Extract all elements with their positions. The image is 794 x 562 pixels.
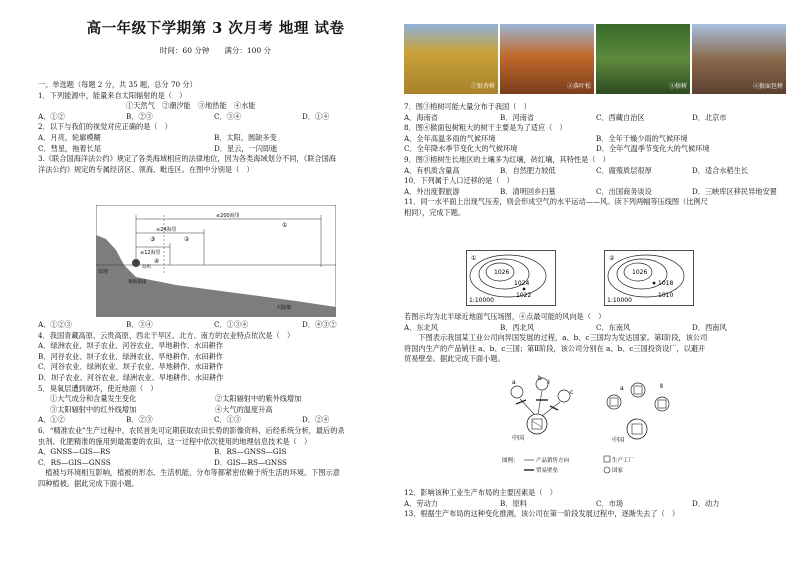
q6-stem-2: 虫剂、化肥精准的施用到最需要的农田，这一过程中依次使用的地理信息技术是（ ） [38, 436, 312, 446]
item: ④大气的温度升高 [215, 404, 273, 414]
industry-diagram [492, 374, 692, 480]
option[interactable]: D．①④ [302, 111, 330, 121]
option[interactable]: C．③④ [214, 111, 242, 121]
option[interactable]: B．RS—GNSS—GIS [214, 447, 287, 457]
q3-stem-2: 洋法公约》规定的专属经济区、领海、毗连区。在图中分别是（ ） [38, 164, 254, 174]
option[interactable]: A．海南省 [404, 112, 438, 122]
photo-caption: ④猴面包树 [752, 83, 783, 91]
intro-7-line2: 四种植被。据此完成下面小题。 [38, 478, 139, 488]
option[interactable]: D．西南风 [692, 322, 727, 332]
option[interactable]: C．彗星，拖着长尾 [38, 143, 102, 153]
option[interactable]: A．东北风 [404, 322, 438, 332]
intro-7-line1: 植被与环境相互影响，植被的形态、生活机能、分布等都紧密依赖于所生活的环境。下图示意 [38, 468, 340, 478]
item: ②太阳辐射中的紫外线增加 [215, 394, 302, 404]
q2-stem: 2．以下与我们的视觉对应正确的是（ ） [38, 122, 172, 132]
q9-stem: 9．图③榕树生长地区的土壤多为红壤，砖红壤，其特性是（ ） [404, 154, 610, 164]
china-label-2: 中国 [612, 437, 625, 444]
option[interactable]: A．①② [38, 415, 65, 425]
q6-stem-1: 6．“精准农业”生产过程中，农民首先可定期获取农田长势的影像资料，后经系统分析，最后的杀 [38, 425, 345, 435]
label-baseline: 领海基线 [128, 280, 146, 285]
q6-options-row1 [38, 447, 393, 458]
legend-barrier: 贸易壁垒 [536, 468, 559, 474]
map-point: ① [471, 255, 477, 262]
item: ①大气成分和含量发生变化 [50, 394, 137, 404]
q2-options-row2 [38, 144, 393, 155]
stage-1: Ⅰ [548, 379, 550, 386]
photo-larch [500, 24, 594, 94]
exam-info: 时间：60 分钟 满分：100 分 [159, 46, 272, 55]
option[interactable]: A．①②③ [38, 320, 72, 329]
q3-stem-1: 3.《联合国海洋法公约》规定了各类海域相应的法律地位，因为各类海域划分不同，《联合国海 [38, 154, 336, 164]
option[interactable]: C．出国商务谈设 [596, 186, 652, 196]
photo-baobab [692, 24, 786, 94]
option[interactable]: D．动力 [692, 498, 720, 508]
q9-options [404, 166, 788, 177]
country-c: c [570, 389, 574, 396]
legend-sales: 产品销售方向 [536, 458, 570, 464]
option[interactable]: D．④③② [302, 320, 337, 329]
q8-stem: 8．图④猴面包树粗大的树干主要是为了适应（ ） [404, 123, 567, 133]
option[interactable]: A．劳动力 [404, 498, 438, 508]
option[interactable]: D．坝子农业、河谷农业、绿洲农业、旱地耕作、水田耕作 [38, 372, 224, 382]
option[interactable]: C．西藏自治区 [596, 112, 645, 122]
item: ③太阳辐射中的红外线增加 [50, 404, 137, 414]
q5-items-row1 [38, 394, 393, 405]
option[interactable]: B．自然肥力较低 [500, 165, 556, 175]
q6-options-row2 [38, 458, 393, 469]
q5-options [38, 415, 393, 426]
zone-1: ① [282, 222, 288, 229]
option[interactable]: B．原料 [500, 498, 527, 508]
option[interactable]: B．②③ [126, 111, 153, 121]
option[interactable]: B．②③ [126, 415, 153, 425]
china-label: 中国 [512, 435, 525, 442]
country-a: a [512, 379, 516, 386]
label-shelf: 大陆架 [276, 305, 292, 311]
q10-stem: 10．下列属于人口迁移的是（ ） [404, 176, 514, 186]
option[interactable]: B．西北风 [500, 322, 535, 332]
label-land: 陆地 [98, 269, 109, 275]
option[interactable]: B．全年干燥少雨的气候环境 [596, 133, 688, 143]
option[interactable]: B．清明回乡扫墓 [500, 186, 556, 196]
isobar-value: 1024 [514, 280, 530, 287]
maritime-zones-diagram [96, 205, 336, 317]
option[interactable]: C．全年降水季节变化大的气候环境 [404, 144, 518, 154]
option[interactable]: C．河谷农业、绿洲农业、坝子农业、旱地耕作、水田耕作 [38, 362, 224, 372]
q7-stem: 7．图③榕树可能大量分布于我国（ ） [404, 102, 531, 111]
isobar-value: 1026 [632, 269, 648, 276]
q5-stem: 5．臭氧层遭到破坏，使近地面（ ） [38, 383, 158, 393]
q1-items: ①天然气 ②潮汐能 ③地热能 ④水能 [126, 101, 256, 111]
option[interactable]: D．三峡库区移民异地安置 [692, 186, 777, 196]
option[interactable]: D．北京市 [692, 112, 727, 122]
q4-stem: 4．我国青藏高原、云贵高原、西北干旱区、北方、南方的农业特点依次是（ ） [38, 330, 295, 340]
option[interactable]: C．RS—GIS—GNSS [38, 457, 111, 467]
q11-stem-1: 11．同一水平面上出现气压差，则会形成空气的水平运动——风。读下列两幅等压线图（比例尺 [404, 197, 708, 207]
q1-stem: 1．下列能源中，能量来自太阳辐射的是（ ） [38, 90, 187, 100]
option[interactable]: C．东南风 [596, 322, 631, 332]
intro-12-line3: 贸易壁垒。据此完成下面小题。 [404, 354, 505, 364]
q1-options [38, 112, 393, 123]
isobar-value: 1010 [658, 292, 674, 299]
option[interactable]: A．有机质含量高 [404, 165, 460, 175]
q5-items-row2 [38, 405, 393, 416]
country-a-2: a [620, 385, 624, 392]
isobar-value: 1022 [516, 292, 532, 299]
option[interactable]: A．外出度假旅游 [404, 186, 460, 196]
option[interactable]: D．全年气温季节变化大的气候环境 [596, 144, 710, 154]
isobar-value: 1018 [658, 280, 674, 287]
legend-country: 国家 [612, 468, 624, 474]
legend-factory: 生产工厂 [612, 458, 635, 464]
option[interactable]: A．①② [38, 111, 65, 121]
q7-options [404, 113, 788, 124]
option[interactable]: A．绿洲农业、坝子农业、河谷农业、旱地耕作、水田耕作 [38, 341, 223, 351]
zone-2: ② [184, 236, 190, 243]
option[interactable]: D．星云，一闪即逝 [214, 143, 278, 153]
intro-12-line1: 下图表示我国某工业公司向异国发展的过程，a、b、c三国均为发达国家。第Ⅰ阶段，该公司 [404, 333, 708, 343]
label-200nm: ≤200海里 [216, 213, 240, 219]
q13-stem: 13．根据生产布局的这种变化推测，该公司在第一阶段发展过程中，逐渐失去了（ ） [404, 509, 680, 519]
option[interactable]: B．太阳，圆缺多变 [214, 132, 277, 142]
option[interactable]: C．①③ [214, 415, 242, 425]
q8-options-row2 [404, 144, 788, 155]
label-12nm: ≤12海里 [140, 250, 161, 256]
option[interactable]: A．GNSS—GIS—RS [38, 447, 111, 457]
option[interactable]: C．腐殖质层很厚 [596, 165, 652, 175]
option[interactable]: B．③④ [126, 320, 153, 329]
photo-ginkgo [404, 24, 498, 94]
legend-prefix: 图例： [502, 458, 519, 464]
option[interactable]: B．河谷农业、坝子农业、绿洲农业、旱地耕作、水田耕作 [38, 351, 223, 361]
label-24nm: ≤24海里 [156, 227, 177, 233]
q3-options [38, 320, 393, 331]
option[interactable]: D．适合水稻生长 [692, 165, 749, 175]
right-column [404, 0, 788, 562]
photo-banyan [596, 24, 690, 94]
q8-options-row1 [404, 134, 788, 145]
left-column [38, 0, 393, 562]
option[interactable]: C．①③④ [214, 320, 249, 329]
map-scale: 1:10000 [469, 297, 494, 304]
option[interactable]: D．GIS—RS—GNSS [214, 457, 287, 467]
photo-caption: ①银杏树 [470, 83, 495, 91]
option[interactable]: B．河南省 [500, 112, 535, 122]
option[interactable]: A．全年高温多雨的气候环境 [404, 133, 496, 143]
country-b: b [538, 375, 542, 382]
q12-stem: 12．影响该种工业生产布局的主要因素是（ ） [404, 488, 557, 497]
stage-2: Ⅱ [660, 383, 663, 390]
q11b-options [404, 323, 788, 334]
page-title: 高一年级下学期第 3 次月考 地理 试卷 [86, 20, 345, 37]
q12-options [404, 499, 788, 510]
map-scale: 1:10000 [607, 297, 632, 304]
photo-caption: ②落叶松 [566, 83, 591, 91]
q10-options [404, 187, 788, 198]
q2-options-row1 [38, 133, 393, 144]
isobar-map-1 [466, 250, 556, 306]
zone-3: ③ [150, 236, 156, 243]
q11b-stem: 若图示均为北半球近地面气压场图，④点最可能的风向是（ ） [404, 312, 606, 321]
isobar-value: 1026 [494, 269, 510, 276]
option[interactable]: D．②④ [302, 415, 330, 425]
q11-stem-2: 相同），完成下题。 [404, 207, 466, 217]
section-heading: 一、单选题（每题 2 分，共 35 题，总分 70 分） [38, 80, 197, 89]
option[interactable]: C．市场 [596, 498, 624, 508]
isobar-map-2 [604, 250, 694, 306]
intro-12-line2: 将国内生产的产品销往 a、b、c三国；第Ⅱ阶段，该公司分别在 a、b、c三国投资设厂，以避开 [404, 343, 706, 353]
map-point: ② [609, 255, 615, 262]
photo-caption: ③榕树 [668, 83, 687, 91]
zone-4: ④ [154, 258, 160, 265]
label-island: 岛屿 [142, 265, 151, 270]
option[interactable]: A．月亮，轮廓模糊 [38, 132, 101, 142]
